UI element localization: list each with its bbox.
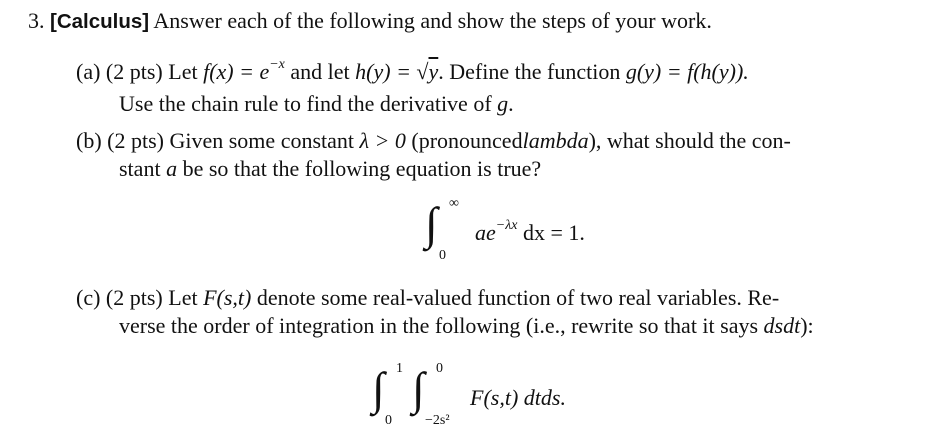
integrand: ae xyxy=(475,220,496,245)
part-b-pronounced: (pronounced xyxy=(411,128,523,153)
part-a-line1 xyxy=(76,58,749,90)
equation-c xyxy=(372,360,652,430)
part-b-stant: stant xyxy=(119,156,161,181)
part-b-label: (b) xyxy=(76,128,102,153)
part-a-h-definition: h(y) = √ xyxy=(355,59,429,84)
equation-b xyxy=(425,195,625,265)
double-integral-body: F(s,t) dtds. xyxy=(470,385,566,410)
integral-sign: ∫ xyxy=(425,198,438,249)
part-c-label: (c) xyxy=(76,285,101,310)
part-b-text2: ), what should the con- xyxy=(588,128,791,153)
inner-lower-limit: −2s² xyxy=(425,413,450,428)
part-a xyxy=(76,58,749,118)
part-a-and-let: and let xyxy=(290,59,350,84)
part-a-g-var: g xyxy=(497,91,509,116)
part-b-line2 xyxy=(76,155,791,183)
part-c-F: F(s,t) xyxy=(203,285,252,310)
part-c-text1: denote some real-valued function of two real variables. Re- xyxy=(256,285,780,310)
part-a-define-text: . Define the function xyxy=(438,59,621,84)
part-a-label: (a) xyxy=(76,59,101,84)
part-a-let: Let xyxy=(168,59,198,84)
part-a-f-definition: f(x) = e xyxy=(203,59,270,84)
inner-upper-limit: 0 xyxy=(436,361,443,376)
outer-upper-limit: 1 xyxy=(396,361,403,376)
part-c-points: (2 pts) xyxy=(105,285,163,310)
part-b-lambda-condition: λ > 0 xyxy=(359,128,406,153)
part-c-line2 xyxy=(76,312,814,340)
question-heading xyxy=(28,7,712,36)
part-c-text2: verse the order of integration in the following (i.e., rewrite so that it says xyxy=(119,313,759,338)
part-a-sqrt-arg: y xyxy=(428,59,439,84)
question-topic: [Calculus] xyxy=(50,10,150,33)
outer-lower-limit: 0 xyxy=(385,413,392,428)
inner-integral-sign: ∫ xyxy=(412,363,425,414)
part-c-text3: ): xyxy=(800,313,814,338)
part-b-text1: Given some constant xyxy=(169,128,355,153)
part-c-let: Let xyxy=(168,285,198,310)
part-a-points: (2 pts) xyxy=(105,59,163,84)
part-b-text3: be so that the following equation is true? xyxy=(182,156,542,181)
part-a-f-exponent: −x xyxy=(269,57,285,72)
part-b-lambda-word: lambda xyxy=(522,128,589,153)
part-c-line1 xyxy=(76,284,814,312)
question-text: Answer each of the following and show the steps of your work. xyxy=(153,8,712,33)
part-a-line2 xyxy=(76,90,749,118)
integral-lower-limit: 0 xyxy=(439,248,446,263)
part-b-points: (2 pts) xyxy=(107,128,164,153)
integrand-exponent: −λx xyxy=(495,218,518,233)
part-a-period: . xyxy=(508,91,514,116)
part-b-line1 xyxy=(76,127,791,155)
part-a-chain-rule-text: Use the chain rule to find the derivative of xyxy=(119,91,492,116)
part-b-a-var: a xyxy=(166,156,178,181)
part-a-g-definition: g(y) = f(h(y)). xyxy=(625,59,749,84)
integral-body xyxy=(475,219,585,251)
integral-rest: dx = 1. xyxy=(523,220,585,245)
outer-integral-sign: ∫ xyxy=(372,363,385,414)
part-c xyxy=(76,284,814,340)
part-c-dsdt: dsdt xyxy=(763,313,801,338)
part-b xyxy=(76,127,791,183)
question-number: 3. xyxy=(28,8,45,33)
integral-upper-limit: ∞ xyxy=(449,196,459,211)
